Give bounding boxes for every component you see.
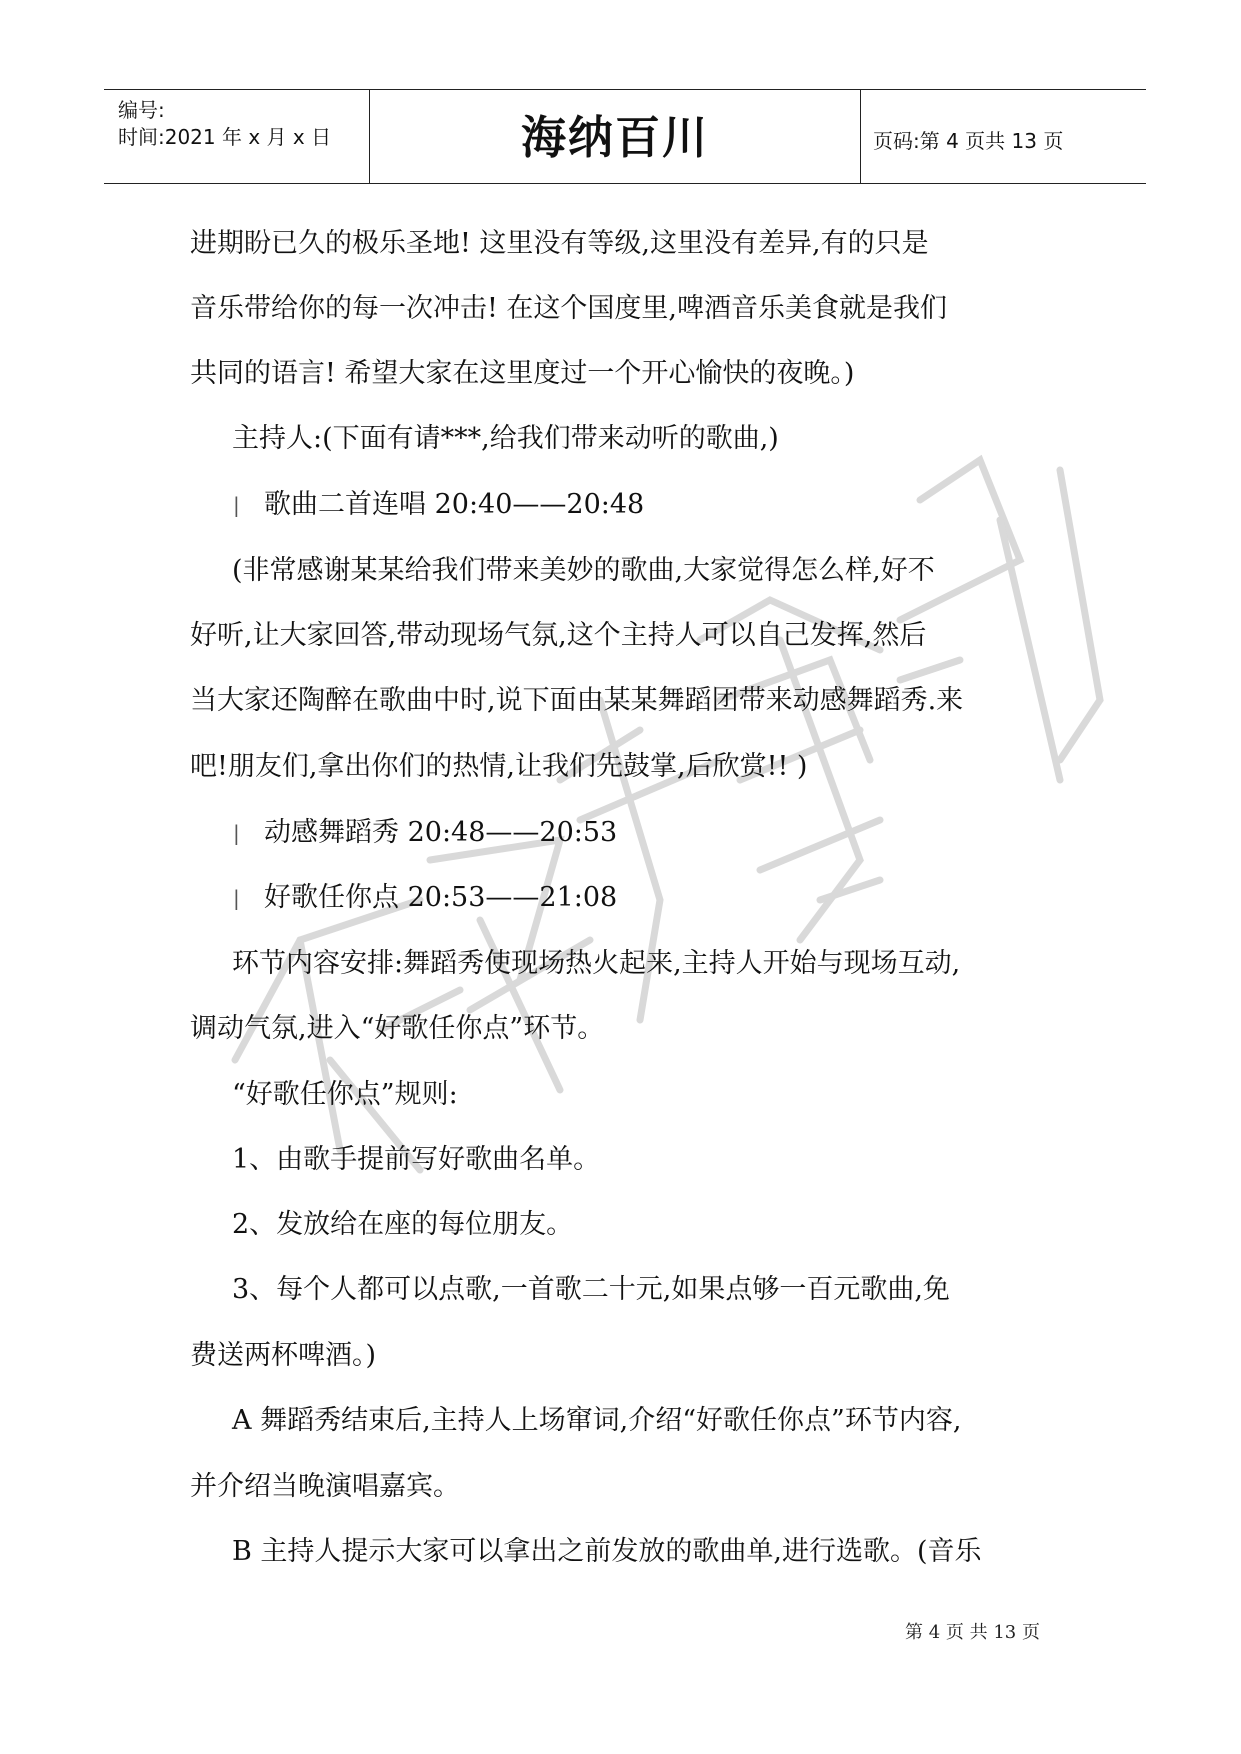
paragraph-line: (非常感谢某某给我们带来美妙的歌曲,大家觉得怎么样,好不 (232, 555, 935, 586)
program-item: 动感舞蹈秀 20:48——20:53 (264, 817, 618, 848)
paragraph-line: 环节内容安排:舞蹈秀使现场热火起来,主持人开始与现场互动, (232, 948, 961, 979)
paragraph-line: 并介绍当晚演唱嘉宾。 (190, 1471, 460, 1502)
paragraph-line: “好歌任你点”规则: (232, 1079, 458, 1110)
bullet-marker: | (233, 821, 240, 845)
bullet-marker: | (233, 886, 240, 910)
paragraph-line: 进期盼已久的极乐圣地! 这里没有等级,这里没有差异,有的只是 (190, 228, 929, 259)
header-bottom-rule (104, 183, 1146, 184)
page-title: 海纳百川 (520, 111, 709, 164)
rule-item: 3、每个人都可以点歌,一首歌二十元,如果点够一百元歌曲,免 (232, 1274, 950, 1305)
page-footer: 第 4 页 共 13 页 (905, 1622, 1040, 1643)
paragraph-line: 共同的语言! 希望大家在这里度过一个开心愉快的夜晚。) (190, 358, 855, 389)
doc-time-label: 时间:2021 年 x 月 x 日 (118, 125, 332, 149)
paragraph-line: 费送两杯啤酒。) (190, 1340, 377, 1371)
rule-item: 2、发放给在座的每位朋友。 (232, 1209, 574, 1240)
header-top-rule (104, 89, 1146, 90)
paragraph-line: B 主持人提示大家可以拿出之前发放的歌曲单,进行选歌。(音乐 (232, 1536, 982, 1567)
bullet-marker: | (233, 493, 240, 517)
program-item: 歌曲二首连唱 20:40——20:48 (264, 489, 645, 520)
paragraph-line: 好听,让大家回答,带动现场气氛,这个主持人可以自己发挥,然后 (190, 620, 927, 651)
paragraph-line: A 舞蹈秀结束后,主持人上场窜词,介绍“好歌任你点”环节内容, (232, 1405, 962, 1436)
paragraph-line: 调动气氛,进入“好歌任你点”环节。 (190, 1013, 605, 1044)
header-divider-right (860, 89, 861, 184)
program-item: 好歌任你点 20:53——21:08 (264, 882, 618, 913)
paragraph-line: 音乐带给你的每一次冲击! 在这个国度里,啤酒音乐美食就是我们 (190, 293, 948, 324)
paragraph-line: 当大家还陶醉在歌曲中时,说下面由某某舞蹈团带来动感舞蹈秀.来 (190, 685, 964, 716)
paragraph-line: 主持人:(下面有请***,给我们带来动听的歌曲,) (232, 423, 779, 454)
paragraph-line: 吧!朋友们,拿出你们的热情,让我们先鼓掌,后欣赏!! ) (190, 751, 808, 782)
page-indicator: 页码:第 4 页共 13 页 (873, 129, 1064, 153)
rule-item: 1、由歌手提前写好歌曲名单。 (232, 1144, 601, 1175)
doc-number-label: 编号: (118, 98, 165, 122)
